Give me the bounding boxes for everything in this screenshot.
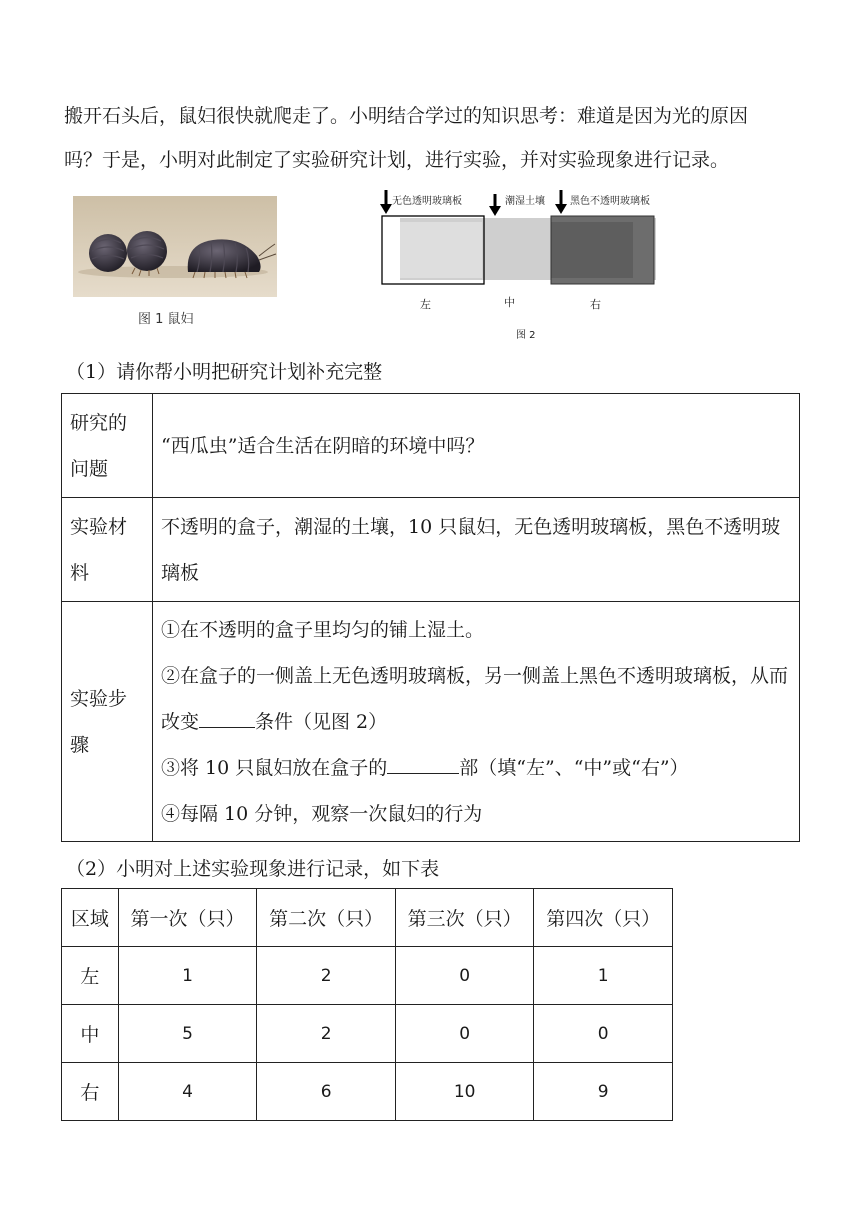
- step-2-text: ②在盒子的一侧盖上无色透明玻璃板，另一侧盖上黑色不透明玻璃板，从而改变: [161, 664, 789, 733]
- count-cell: 6: [257, 1063, 396, 1121]
- header-region: 区域: [62, 889, 119, 947]
- intro-line-1: 搬开石头后，鼠妇很快就爬走了。小明结合学过的知识思考：难道是因为光的原因: [64, 105, 749, 127]
- count-cell: 1: [534, 947, 673, 1005]
- blank-position-field[interactable]: [387, 751, 459, 774]
- table-row: [62, 1005, 673, 1063]
- header-fourth: 第四次（只）: [534, 889, 673, 947]
- count-cell: 9: [534, 1063, 673, 1121]
- intro-paragraph: [64, 94, 804, 182]
- blank-condition-field[interactable]: [199, 705, 255, 728]
- region-cell: 右: [62, 1063, 119, 1121]
- plan-label-steps: 实验步骤: [62, 602, 153, 842]
- step-4: ④每隔 10 分钟，观察一次鼠妇的行为: [161, 802, 483, 825]
- figure1-caption: 图 1 鼠妇: [138, 312, 194, 327]
- table-row: [62, 394, 800, 498]
- count-cell: 5: [118, 1005, 257, 1063]
- count-cell: 0: [534, 1005, 673, 1063]
- count-cell: 0: [395, 1005, 534, 1063]
- count-cell: 2: [257, 947, 396, 1005]
- table-row: [62, 602, 800, 842]
- position-right: 右: [590, 298, 601, 311]
- step-3-text: ③将 10 只鼠妇放在盒子的: [161, 756, 388, 779]
- step-2-suffix: 条件（见图 2）: [255, 710, 388, 733]
- question-2: （2）小明对上述实验现象进行记录，如下表: [66, 858, 440, 880]
- plan-label-materials: 实验材料: [62, 498, 153, 602]
- plan-content-materials: 不透明的盒子，潮湿的土壤，10 只鼠妇，无色透明玻璃板，黑色不透明玻璃板: [153, 498, 800, 602]
- observation-record-table: [61, 888, 673, 1121]
- table-row: [62, 947, 673, 1005]
- table-row: [62, 1063, 673, 1121]
- table-row: [62, 498, 800, 602]
- position-middle: 中: [504, 296, 515, 309]
- count-cell: 4: [118, 1063, 257, 1121]
- region-cell: 中: [62, 1005, 119, 1063]
- label-moist-soil: 潮湿土壤: [505, 196, 545, 207]
- plan-label-question: 研究的问题: [62, 394, 153, 498]
- step-3-suffix: 部（填“左”、“中”或“右”）: [459, 756, 689, 779]
- region-cell: 左: [62, 947, 119, 1005]
- plan-content-question: “西瓜虫”适合生活在阴暗的环境中吗？: [153, 394, 800, 498]
- count-cell: 1: [118, 947, 257, 1005]
- woodlouse-photo: [73, 196, 277, 297]
- position-left: 左: [420, 298, 431, 311]
- label-black-glass: 黑色不透明玻璃板: [570, 196, 650, 207]
- question-1: （1）请你帮小明把研究计划补充完整: [66, 361, 383, 383]
- figure2-caption: 图 2: [516, 330, 536, 341]
- plan-content-steps: [153, 602, 800, 842]
- step-2: [161, 653, 791, 745]
- count-cell: 10: [395, 1063, 534, 1121]
- header-third: 第三次（只）: [395, 889, 534, 947]
- research-plan-table: [61, 393, 800, 842]
- step-1: ①在不透明的盒子里均匀的铺上湿土。: [161, 618, 485, 641]
- header-second: 第二次（只）: [257, 889, 396, 947]
- table-header-row: [62, 889, 673, 947]
- count-cell: 2: [257, 1005, 396, 1063]
- step-3: [161, 745, 791, 791]
- intro-line-2: 吗？于是，小明对此制定了实验研究计划，进行实验，并对实验现象进行记录。: [64, 149, 730, 171]
- count-cell: 0: [395, 947, 534, 1005]
- header-first: 第一次（只）: [118, 889, 257, 947]
- label-clear-glass: 无色透明玻璃板: [392, 196, 462, 207]
- experiment-box-diagram: [374, 186, 674, 346]
